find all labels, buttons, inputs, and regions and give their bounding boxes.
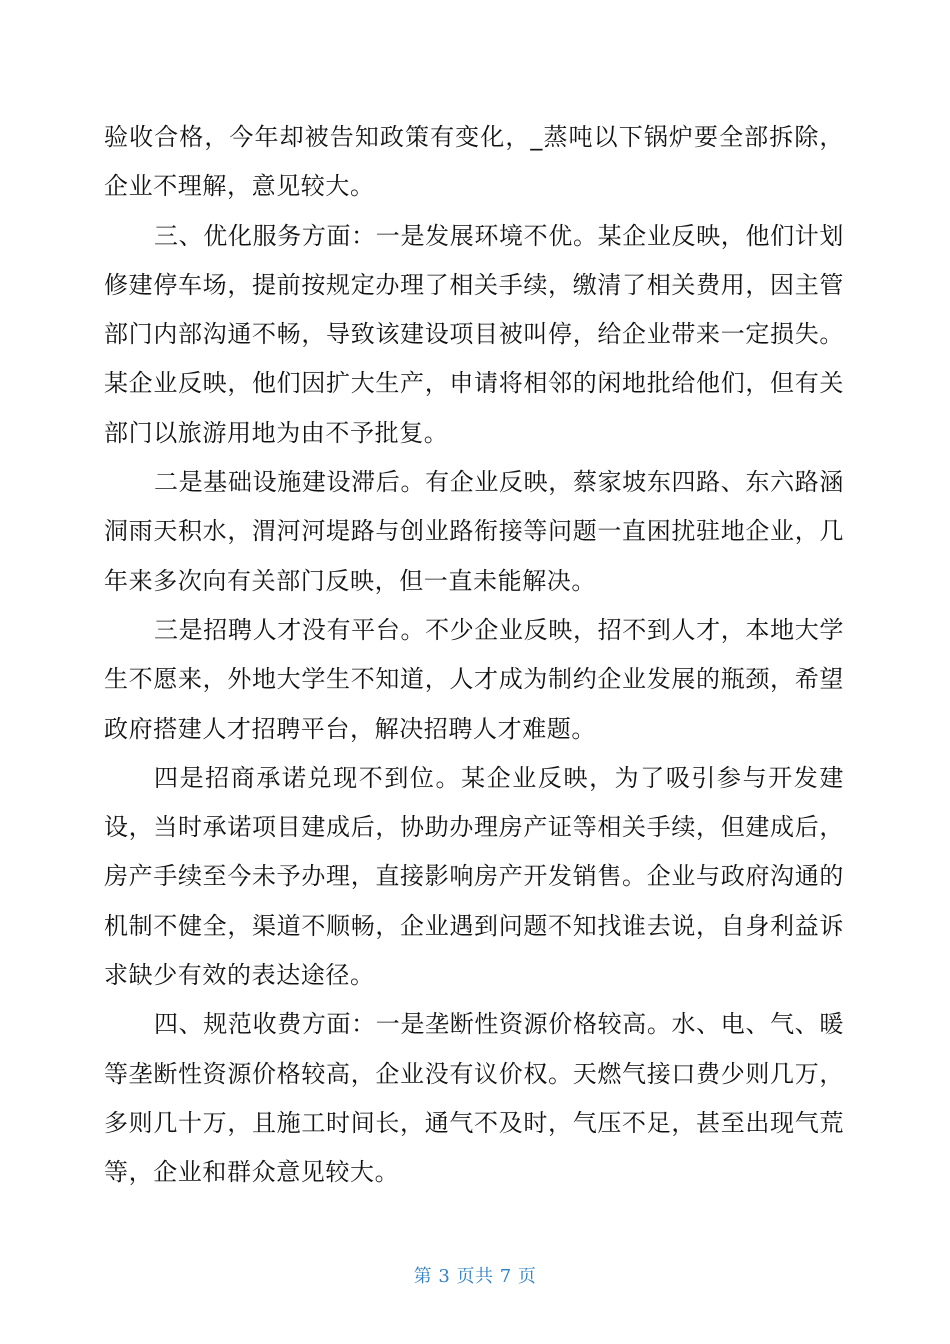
document-body xyxy=(104,113,844,1198)
paragraph-6: 四、规范收费方面：一是垄断性资源价格较高。水、电、气、暖等垄断性资源价格较高，企业没有议价权。天燃气接口费少则几万，多则几十万，且施工时间长，通气不及时，气压不足，甚至出现气荒等，企业和群众意见较大。 xyxy=(104,1010,844,1187)
paragraph-3: 二是基础设施建设滞后。有企业反映，蔡家坡东四路、东六路涵洞雨天积水，渭河河堤路与创业路衔接等问题一直困扰驻地企业，几年来多次向有关部门反映，但一直未能解决。 xyxy=(104,468,844,595)
paragraph-1: 验收合格，今年却被告知政策有变化，_蒸吨以下锅炉要全部拆除，企业不理解，意见较大。 xyxy=(104,123,844,201)
paragraph-4: 三是招聘人才没有平台。不少企业反映，招不到人才，本地大学生不愿来，外地大学生不知道，人才成为制约企业发展的瓶颈，希望政府搭建人才招聘平台，解决招聘人才难题。 xyxy=(104,615,844,743)
paragraph-2: 三、优化服务方面：一是发展环境不优。某企业反映，他们计划修建停车场，提前按规定办理了相关手续，缴清了相关费用，因主管部门内部沟通不畅，导致该建设项目被叫停，给企业带来一定损失。某企业反映，他们因扩大生产，申请将相邻的闲地批给他们，但有关部门以旅游用地为由不予批复。 xyxy=(104,221,844,447)
paragraph-5: 四是招商承诺兑现不到位。某企业反映，为了吸引参与开发建设，当时承诺项目建成后，协助办理房产证等相关手续，但建成后，房产手续至今未予办理，直接影响房产开发销售。企业与政府沟通的机制不健全，渠道不顺畅，企业遇到问题不知找谁去说，自身利益诉求缺少有效的表达途径。 xyxy=(104,763,844,990)
page-number-footer: 第 3 页共 7 页 xyxy=(413,1266,537,1287)
